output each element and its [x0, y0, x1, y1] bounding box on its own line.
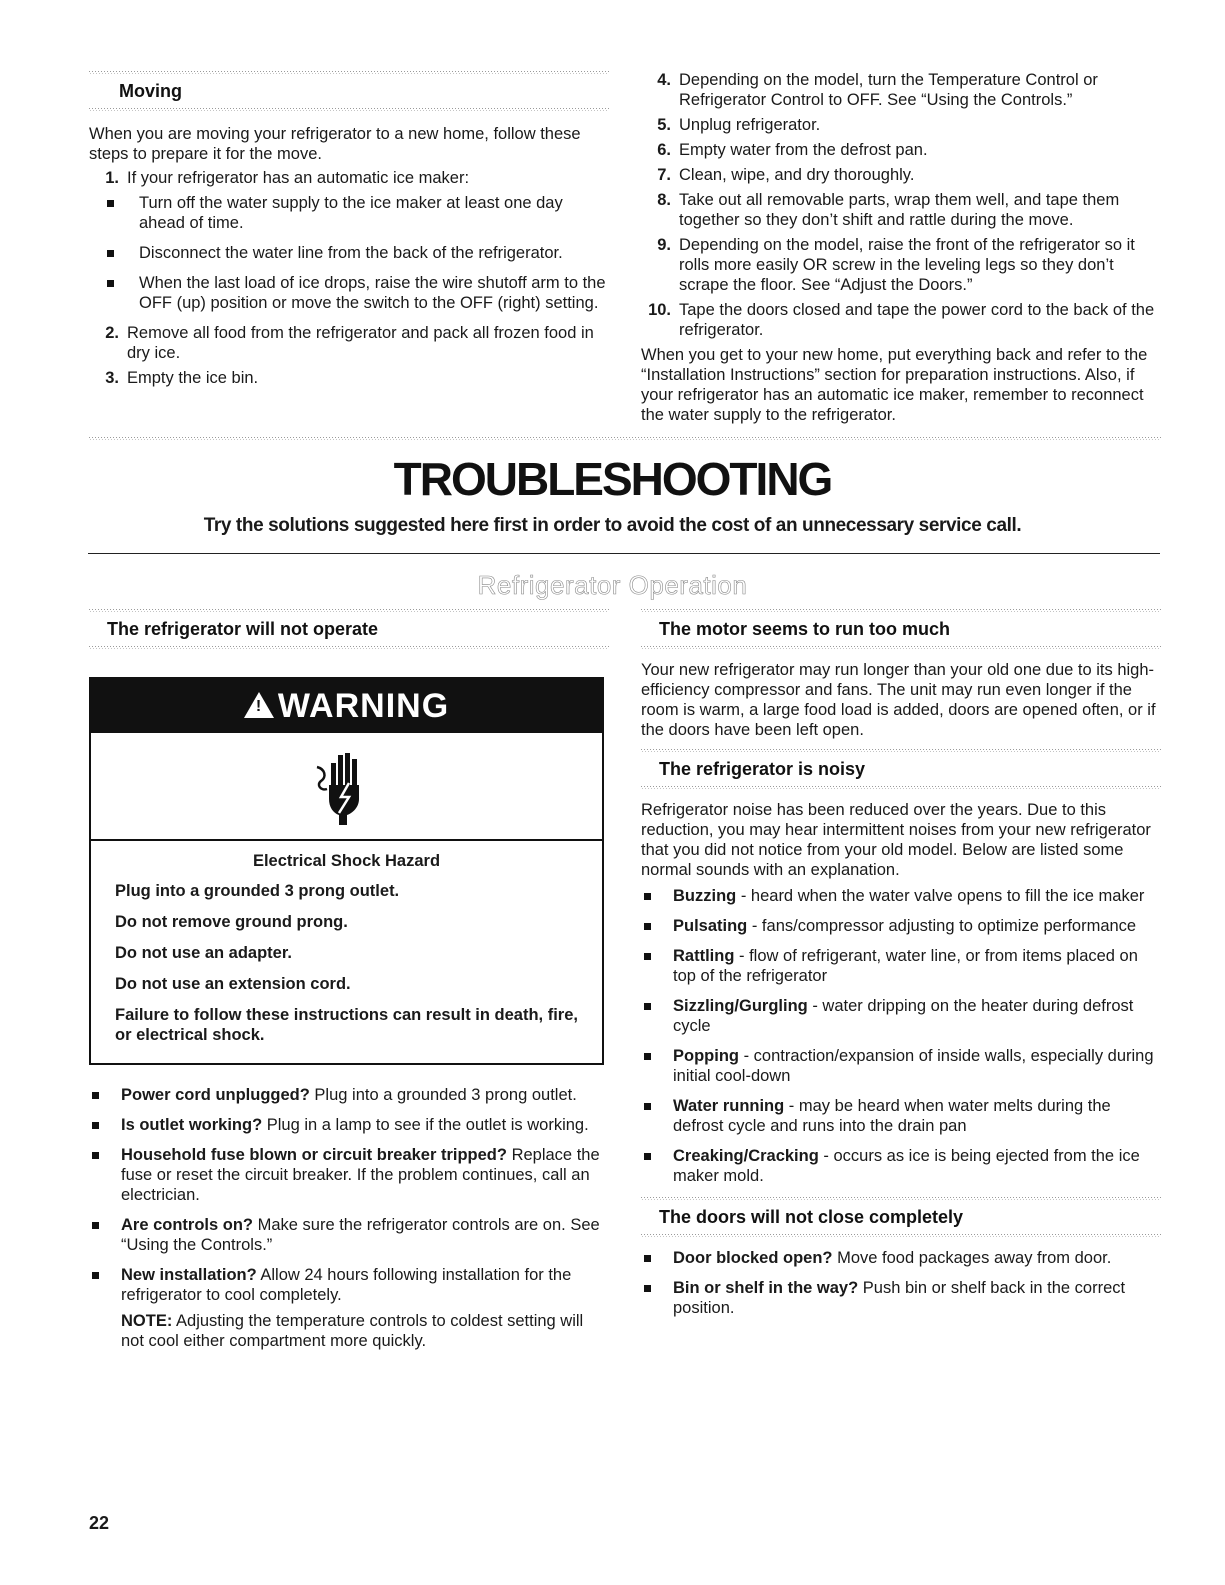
divider: [641, 785, 1161, 790]
step-number: 10.: [648, 301, 671, 319]
item-answer: - contraction/expansion of inside walls, especially during initial cool-down: [673, 1047, 1154, 1085]
item-question: Popping: [673, 1047, 739, 1065]
step-number: 1.: [105, 169, 119, 187]
ice-maker-bullets: [89, 193, 609, 313]
step-text: Depending on the model, raise the front of the refrigerator so it rolls more easily OR screw in the leveling legs so they don’t scrape the floor. See “Adjust the Doors.”: [679, 236, 1135, 294]
list-item: [641, 140, 1161, 160]
item-answer: Plug into a grounded 3 prong outlet.: [309, 1086, 577, 1104]
item-question: Pulsating: [673, 917, 748, 935]
moving-steps-right: [641, 70, 1161, 340]
item-answer: Move food packages away from door.: [832, 1249, 1112, 1267]
list-item: [89, 1265, 609, 1305]
list-item: [641, 190, 1161, 230]
right-column: [641, 608, 1161, 1328]
moving-closing: When you get to your new home, put everything back and refer to the “Installation Instructions” section for preparation instructions. Also, if your refrigerator has an automatic ice maker, remember to reconnect the water supply to the refrigerator.: [641, 346, 1148, 424]
page-title: TROUBLESHOOTING: [393, 453, 832, 505]
item-answer: Plug in a lamp to see if the outlet is working.: [262, 1116, 589, 1134]
motor-title: The motor seems to run too much: [659, 619, 951, 639]
divider: [641, 1233, 1161, 1238]
step-text: Remove all food from the refrigerator and pack all frozen food in dry ice.: [127, 324, 594, 362]
item-answer: Allow 24 hours following installation for the refrigerator to cool completely.: [121, 1266, 572, 1304]
step-text: Empty the ice bin.: [127, 369, 259, 387]
electrical-shock-icon: [313, 747, 373, 827]
page-subtitle: Try the solutions suggested here first in order to avoid the cost of an unnecessary service call.: [203, 515, 1022, 536]
note-text: Adjusting the temperature controls to coldest setting will not cool either compartment more quickly.: [121, 1312, 584, 1350]
divider: [89, 107, 609, 112]
list-item: [89, 243, 609, 263]
item-answer: - occurs as ice is being ejected from the ice maker mold.: [673, 1147, 1140, 1185]
bullet-square: [644, 1053, 651, 1060]
step-text: Tape the doors closed and tape the power cord to the back of the refrigerator.: [679, 301, 1155, 339]
item-question: Household fuse blown or circuit breaker tripped?: [121, 1146, 507, 1164]
bullet-square: [107, 250, 114, 257]
step-number: 2.: [105, 324, 119, 342]
hazard-title: Electrical Shock Hazard: [252, 852, 441, 870]
list-item: [641, 115, 1161, 135]
list-item: [89, 1115, 609, 1135]
item-answer: - fans/compressor adjusting to optimize performance: [747, 917, 1137, 935]
bullet-square: [92, 1272, 99, 1279]
noisy-title: The refrigerator is noisy: [659, 759, 866, 779]
step-text: Clean, wipe, and dry thoroughly.: [679, 166, 915, 184]
bullet-square: [107, 200, 114, 207]
step-text: Take out all removable parts, wrap them well, and tape them together so they don’t shift and rattle during the move.: [679, 191, 1120, 229]
divider: [88, 553, 1160, 554]
moving-section-left: [89, 70, 609, 393]
warning-label: WARNING: [277, 687, 450, 725]
item-answer: Make sure the refrigerator controls are on. See “Using the Controls.”: [121, 1216, 600, 1254]
bullet-square: [107, 280, 114, 287]
bullet-square: [644, 1153, 651, 1160]
list-item: [641, 916, 1161, 936]
step-number: 4.: [657, 71, 671, 89]
list-item: [89, 1215, 609, 1255]
bullet-square: [92, 1222, 99, 1229]
not-operate-header: [89, 608, 609, 650]
list-item: [641, 886, 1161, 906]
warning-line: Do not use an extension cord.: [115, 975, 351, 993]
item-question: Sizzling/Gurgling: [673, 997, 808, 1015]
divider: [89, 436, 1161, 441]
warning-line: Do not use an adapter.: [115, 944, 292, 962]
doors-title: The doors will not close completely: [659, 1207, 964, 1227]
list-item: [641, 70, 1161, 110]
list-item: [641, 1248, 1161, 1268]
list-item: [89, 168, 609, 188]
item-question: Creaking/Cracking: [673, 1147, 819, 1165]
item-answer: - heard when the water valve opens to fill the ice maker: [736, 887, 1145, 905]
item-answer: - water dripping on the heater during defrost cycle: [673, 997, 1134, 1035]
list-item: [641, 300, 1161, 340]
bullet-square: [644, 1103, 651, 1110]
step-text: Empty water from the defrost pan.: [679, 141, 928, 159]
motor-text: Your new refrigerator may run longer than your old one due to its high-efficiency compressor and fans. The unit may run even longer if the room is warm, a large food load is added, doors are opened often, or if the doors have been left open.: [641, 661, 1156, 739]
step-number: 6.: [657, 141, 671, 159]
note: [89, 1311, 609, 1351]
bullet-square: [644, 923, 651, 930]
moving-section-right: [641, 70, 1161, 425]
item-answer: - flow of refrigerant, water line, or from items placed on top of the refrigerator: [673, 947, 1138, 985]
not-operate-title: The refrigerator will not operate: [107, 619, 379, 639]
moving-steps-cont: [89, 323, 609, 388]
list-item: [641, 1046, 1161, 1086]
step-number: 9.: [657, 236, 671, 254]
doors-items: [641, 1248, 1161, 1318]
item-question: Door blocked open?: [673, 1249, 833, 1267]
bullet-square: [644, 953, 651, 960]
page-number: 22: [89, 1513, 110, 1533]
bullet-square: [644, 1003, 651, 1010]
step-number: 8.: [657, 191, 671, 209]
list-item: [89, 368, 609, 388]
bullet-text: Disconnect the water line from the back of the refrigerator.: [139, 244, 563, 262]
bullet-square: [92, 1092, 99, 1099]
list-item: [89, 323, 609, 363]
noisy-text: Refrigerator noise has been reduced over the years. Due to this reduction, you may hear intermittent noises from your new refrigerator that you did not notice from your old model. Below are listed some normal sounds with an explanation.: [641, 801, 1151, 879]
list-item: [89, 1145, 609, 1205]
bullet-square: [644, 1255, 651, 1262]
shock-hazard-area: [91, 733, 602, 841]
item-question: Power cord unplugged?: [121, 1086, 310, 1104]
item-answer: - may be heard when water melts during the defrost cycle and runs into the drain pan: [673, 1097, 1111, 1135]
warning-triangle-icon: !: [244, 692, 274, 718]
warning-line: Failure to follow these instructions can result in death, fire, or electrical shock.: [115, 1006, 578, 1044]
item-question: Are controls on?: [121, 1216, 254, 1234]
warning-line: Plug into a grounded 3 prong outlet.: [115, 882, 400, 900]
warning-line: Do not remove ground prong.: [115, 913, 348, 931]
item-question: Water running: [673, 1097, 785, 1115]
item-question: Bin or shelf in the way?: [673, 1279, 859, 1297]
item-question: Buzzing: [673, 887, 737, 905]
list-item: [641, 1096, 1161, 1136]
step-text: Unplug refrigerator.: [679, 116, 821, 134]
list-item: [641, 996, 1161, 1036]
moving-title: Moving: [119, 81, 182, 101]
noise-items: [641, 886, 1161, 1186]
divider: [89, 645, 609, 650]
list-item: [89, 193, 609, 233]
item-question: Rattling: [673, 947, 735, 965]
bullet-text: When the last load of ice drops, raise the wire shutoff arm to the OFF (up) position or move the switch to the OFF (right) setting.: [139, 274, 606, 312]
section-heading: Refrigerator Operation: [477, 570, 748, 600]
step-text: If your refrigerator has an automatic ice maker:: [127, 169, 470, 187]
list-item: [641, 235, 1161, 295]
bullet-square: [644, 893, 651, 900]
list-item: [89, 273, 609, 313]
warning-box: [89, 677, 604, 1065]
bullet-square: [92, 1122, 99, 1129]
item-question: New installation?: [121, 1266, 257, 1284]
list-item: [641, 165, 1161, 185]
item-question: Is outlet working?: [121, 1116, 263, 1134]
list-item: [89, 1085, 609, 1105]
list-item: [641, 946, 1161, 986]
step-number: 5.: [657, 116, 671, 134]
warning-banner: [91, 679, 602, 733]
warning-text: [91, 841, 602, 1045]
not-operate-items: [89, 1085, 609, 1305]
step-text: Depending on the model, turn the Temperature Control or Refrigerator Control to OFF. See “Using the Controls.”: [679, 71, 1098, 109]
step-number: 3.: [105, 369, 119, 387]
bullet-square: [644, 1285, 651, 1292]
list-item: [641, 1146, 1161, 1186]
item-answer: Push bin or shelf back in the correct position.: [673, 1279, 1126, 1317]
step-number: 7.: [657, 166, 671, 184]
moving-steps: [89, 168, 609, 188]
note-label: NOTE:: [121, 1312, 173, 1330]
list-item: [641, 1278, 1161, 1318]
not-operate-list: [89, 1085, 609, 1351]
bullet-square: [92, 1152, 99, 1159]
item-answer: Replace the fuse or reset the circuit breaker. If the problem continues, call an electrician.: [121, 1146, 600, 1204]
moving-intro: When you are moving your refrigerator to a new home, follow these steps to prepare it for the move.: [89, 125, 581, 163]
bullet-text: Turn off the water supply to the ice maker at least one day ahead of time.: [139, 194, 563, 232]
divider: [641, 645, 1161, 650]
